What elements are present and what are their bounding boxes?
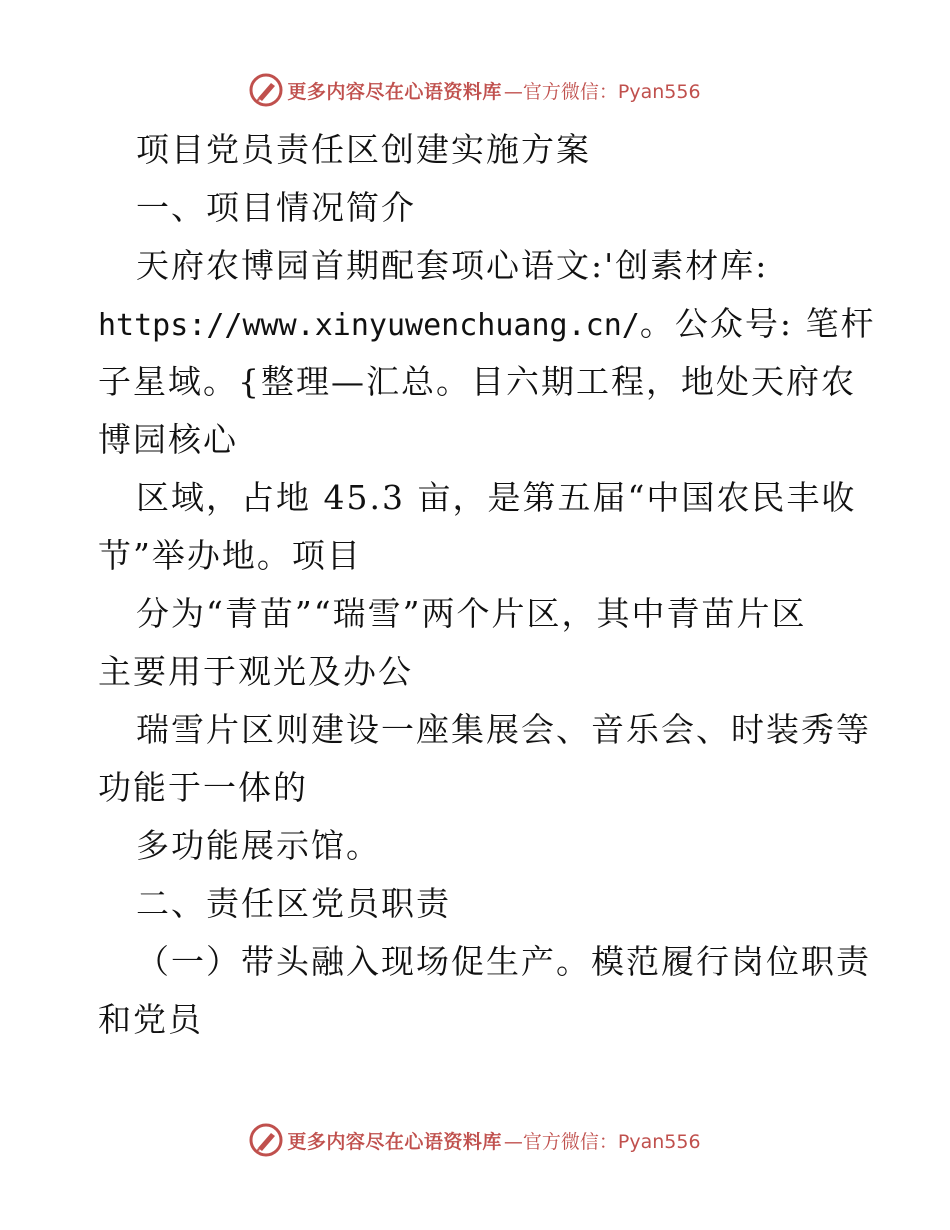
paragraph-line: 节”举办地。项目: [98, 536, 362, 575]
document-title: 项目党员责任区创建实施方案: [136, 130, 591, 169]
paragraph-line: 瑞雪片区则建设一座集展会、音乐会、时装秀等: [136, 710, 871, 749]
paragraph-line: 子星域。{整理—汇总。目六期工程，地处天府农: [98, 362, 856, 401]
url-link[interactable]: https://www.xinyuwenchuang.cn/: [98, 308, 640, 343]
header-banner: [0, 68, 950, 112]
pen-logo-icon: [249, 73, 283, 107]
paragraph-text: 。公众号: 笔杆: [639, 304, 876, 343]
section-heading-1: 一、项目情况简介: [136, 188, 416, 227]
footer-banner: [0, 1118, 950, 1162]
pen-logo-icon: [249, 1123, 283, 1157]
document-body: [98, 121, 876, 1049]
banner-wechat: —官方微信：Pyan556: [503, 1130, 701, 1153]
paragraph-line: [98, 295, 876, 353]
paragraph-line: 区域，占地 45.3 亩，是第五届“中国农民丰收: [136, 478, 857, 517]
paragraph-line: 主要用于观光及办公: [98, 652, 413, 691]
paragraph-line: 博园核心: [98, 420, 238, 459]
banner-text: 更多内容尽在心语资料库: [287, 1130, 502, 1153]
paragraph-line: 天府农博园首期配套项心语文:'创素材库:: [136, 246, 769, 285]
banner-wechat: —官方微信：Pyan556: [503, 80, 701, 103]
paragraph-line: 多功能展示馆。: [136, 826, 381, 865]
banner-text: 更多内容尽在心语资料库: [287, 80, 502, 103]
paragraph-line: 和党员: [98, 1000, 203, 1039]
paragraph-line: 功能于一体的: [98, 768, 308, 807]
paragraph-line: 分为“青苗”“瑞雪”两个片区，其中青苗片区: [136, 594, 807, 633]
paragraph-line: （一）带头融入现场促生产。模范履行岗位职责: [136, 942, 871, 981]
section-heading-2: 二、责任区党员职责: [136, 884, 451, 923]
